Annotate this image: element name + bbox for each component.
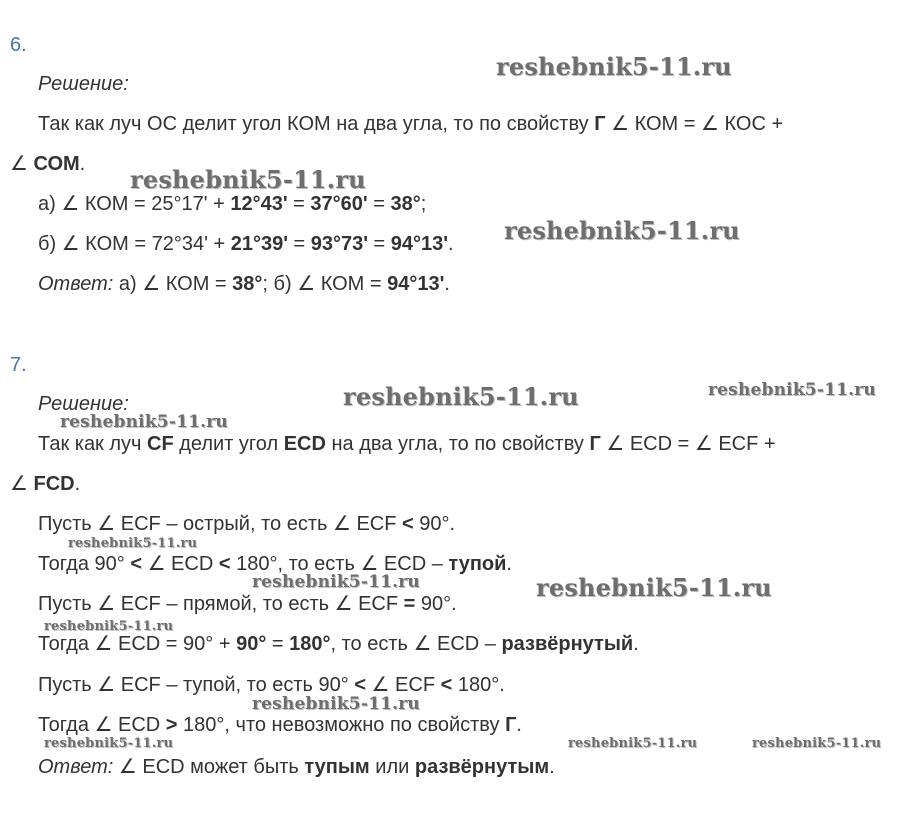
task6-part-b: б) ∠ КОМ = 72°34' + 21°39' = 93°73' = 94°13'.: [38, 233, 454, 255]
watermark: reshebnik5-11.ru: [708, 380, 876, 400]
solution-label: Решение:: [38, 73, 129, 95]
solution-label: Решение:: [38, 393, 129, 415]
watermark: reshebnik5-11.ru: [752, 736, 882, 751]
watermark: reshebnik5-11.ru: [68, 536, 198, 551]
watermark: reshebnik5-11.ru: [130, 165, 366, 194]
task7-case-obtuse-result: Тогда ∠ ECD > 180°, что невозможно по свойству Г.: [38, 714, 522, 736]
task7-intro-line: Так как луч CF делит угол ECD на два угла, то по свойству Г ∠ ECD = ∠ ECF +: [38, 433, 776, 455]
task7-answer: Ответ: ∠ ECD может быть тупым или развёрнутым.: [38, 756, 555, 778]
watermark: reshebnik5-11.ru: [252, 694, 420, 714]
task7-case-right-result: Тогда ∠ ECD = 90° + 90° = 180°, то есть ∠ ECD – развёрнутый.: [38, 633, 639, 655]
task7-case-acute-result: Тогда 90° < ∠ ECD < 180°, то есть ∠ ECD – тупой.: [38, 553, 512, 575]
task7-intro-line-2: ∠ FCD.: [10, 473, 81, 495]
task6-answer: Ответ: а) ∠ КОМ = 38°; б) ∠ КОМ = 94°13'.: [38, 273, 450, 295]
watermark: reshebnik5-11.ru: [504, 216, 740, 245]
watermark: reshebnik5-11.ru: [496, 52, 732, 81]
task-number: 7.: [10, 354, 27, 376]
task-number: 6.: [10, 34, 27, 56]
watermark: reshebnik5-11.ru: [568, 736, 698, 751]
watermark: reshebnik5-11.ru: [44, 736, 174, 751]
task6-part-a: а) ∠ КОМ = 25°17' + 12°43' = 37°60' = 38°;: [38, 193, 427, 215]
task6-intro-line-2: ∠ СОМ.: [10, 153, 86, 175]
task7-case-obtuse: Пусть ∠ ECF – тупой, то есть 90° < ∠ ECF < 180°.: [38, 674, 505, 696]
watermark: reshebnik5-11.ru: [343, 382, 579, 411]
watermark: reshebnik5-11.ru: [536, 573, 772, 602]
task6-intro-line: Так как луч ОС делит угол КОМ на два угла, то по свойству Г ∠ КОМ = ∠ КОС +: [38, 113, 784, 135]
task7-case-acute: Пусть ∠ ECF – острый, то есть ∠ ECF < 90°.: [38, 513, 456, 535]
watermark: reshebnik5-11.ru: [252, 572, 420, 592]
task7-case-right: Пусть ∠ ECF – прямой, то есть ∠ ECF = 90°.: [38, 593, 457, 615]
watermark: reshebnik5-11.ru: [44, 619, 174, 634]
watermark: reshebnik5-11.ru: [60, 412, 228, 432]
